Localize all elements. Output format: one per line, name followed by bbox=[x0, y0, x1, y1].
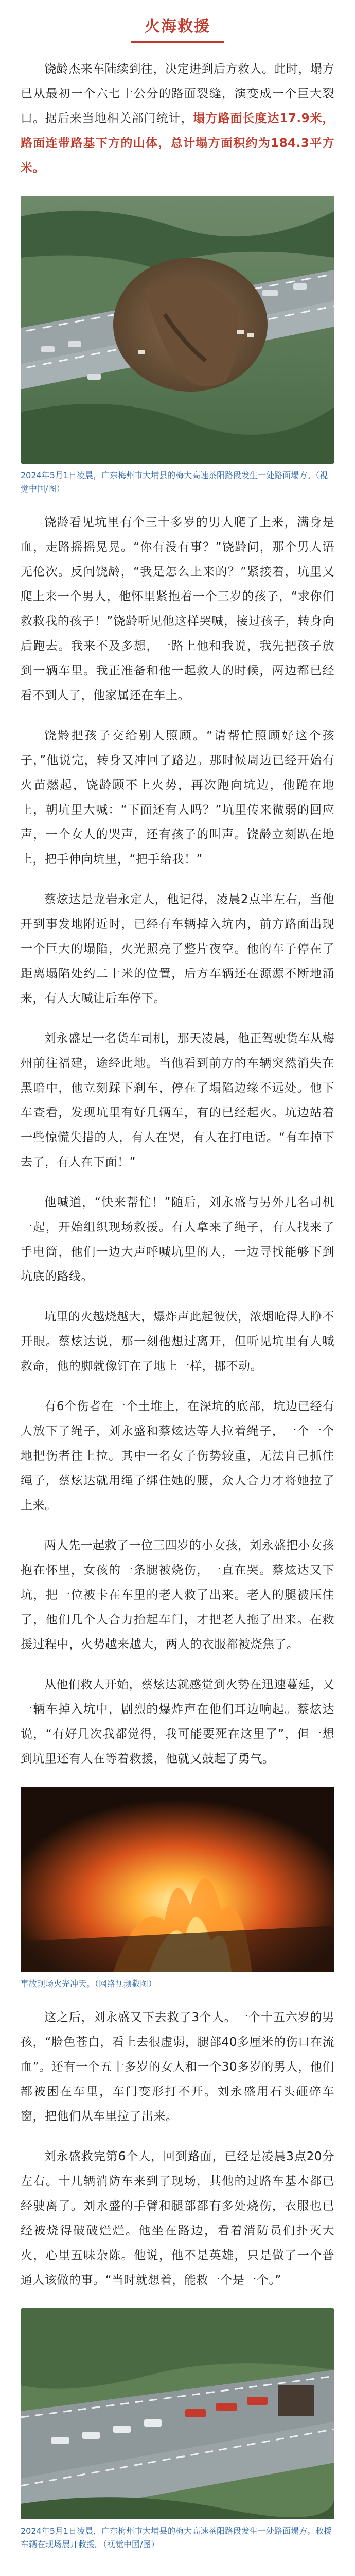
paragraph-12: 刘永盛救完第6个人，回到路面，已经是凌晨3点20分左右。十几辆消防车来到了现场，其他的过路车基本都已经驶离了。刘永盛的手臂和腿部都有多处烧伤，衣服也已经被烧得破破烂烂。他坐在路边，看着消防员们扑灭大火，心里五味杂陈。他说，他不是英雄，只是做了一个普通人该做的事。“当时就想着，能救一个是一个。” bbox=[21, 2150, 334, 2287]
figure-3 bbox=[21, 2308, 334, 2551]
paragraph-9: 两人先一起救了一位三四岁的小女孩，刘永盛把小女孩抱在怀里，女孩的一条腿被烧伤，一直在哭。蔡炫达又下坑，把一位被卡在车里的老人救了出来。老人的腿被压住了，他们几个人合力抬起车门，才把老人拖了出来。在救援过程中，火势越来越大，两人的衣服都被烧焦了。 bbox=[21, 1539, 334, 1651]
figure-2 bbox=[21, 1787, 334, 1991]
paragraph-7: 坑里的火越烧越大，爆炸声此起彼伏，浓烟呛得人睁不开眼。蔡炫达说，那一刻他想过离开，但听见坑里有人喊救命，他的脚就像钉在了地上一样，挪不动。 bbox=[21, 1310, 334, 1373]
paragraph-11: 这之后，刘永盛又下去救了3个人。一个十五六岁的男孩，“脸色苍白，看上去很虚弱，腿部40多厘米的伤口在流血”。还有一个五十多岁的女人和一个30多岁的男人，他们都被困在车里，车门变形打不开。刘永盛用石头砸碎车窗，把他们从车里拉了出来。 bbox=[21, 2011, 334, 2123]
fire-scene-photo bbox=[21, 1787, 334, 1972]
paragraph-5: 刘永盛是一名货车司机，那天凌晨，他正驾驶货车从梅州前往福建，途经此地。当他看到前方的车辆突然消失在黑暗中，他立刻踩下刹车，停在了塌陷边缘不远处。他下车查看，发现坑里有好几辆车，有的已经起火。坑边站着一些惊慌失措的人，有人在哭，有人在打电话。“有车掉下去了，有人在下面！” bbox=[21, 1032, 334, 1169]
article-body bbox=[0, 57, 355, 2551]
article-header bbox=[0, 0, 355, 57]
paragraph-1-text: 饶龄杰来车陆续到往，决定进到后方救人。此时，塌方已从最初一个六七十公分的路面裂缝，演变成一个巨大裂口。据后来当地相关部门统计， bbox=[21, 62, 334, 125]
paragraph-10: 从他们救人开始，蔡炫达就感觉到火势在迅速蔓延，又一辆车掉入坑中，剧烈的爆炸声在他们耳边响起。蔡炫达说，“有好几次我都觉得，我可能要死在这里了”，但一想到坑里还有人在等着救援，他就又鼓起了勇气。 bbox=[21, 1678, 334, 1766]
figure-2-caption: 事故现场火光冲天。（网络视频截图） bbox=[21, 1979, 157, 1989]
figure-1 bbox=[21, 196, 334, 496]
section-title: 火海救援 bbox=[131, 13, 224, 43]
paragraph-8: 有6个伤者在一个土堆上，在深坑的底部，坑边已经有人放下了绳子，刘永盛和蔡炫达等人拉着绳子，一个一个地把伤者往上拉。其中一名女子伤势较重，无法自己抓住绳子，蔡炫达就用绳子绑住她的腰，众人合力才将她拉了上来。 bbox=[21, 1400, 334, 1512]
paragraph-4: 蔡炫达是龙岩永定人，他记得，凌晨2点半左右，当他开到事发地附近时，已经有车辆掉入坑内，前方路面出现一个巨大的塌陷，火光照亮了整片夜空。他的车子停在了距离塌陷处约二十米的位置，后方车辆还在源源不断地涌来，有人大喊让后车停下。 bbox=[21, 893, 334, 1005]
paragraph-3: 饶龄把孩子交给别人照顾。“请帮忙照顾好这个孩子，”他说完，转身又冲回了路边。那时候周边已经开始有火苗燃起，饶龄顾不上火势，再次跑向坑边，他跪在地上，朝坑里大喊：“下面还有人吗？”坑里传来微弱的回应声，一个女人的哭声，还有孩子的叫声。饶龄立刻趴在地上，把手伸向坑里，“把手给我！” bbox=[21, 729, 334, 866]
paragraph-1-highlight: 塌方路面长度达17.9米，路面连带路基下方的山体，总计塌方面积约为184.3平方米。 bbox=[21, 112, 335, 175]
paragraph-6: 他喊道，“快来帮忙！”随后，刘永盛与另外几名司机一起，开始组织现场救援。有人拿来了绳子，有人找来了手电筒，他们一边大声呼喊坑里的人，一边寻找能够下到坑底的路线。 bbox=[21, 1196, 334, 1283]
figure-1-caption: 2024年5月1日凌晨，广东梅州市大埔县的梅大高速茶阳路段发生一处路面塌方。（视觉中国/图） bbox=[21, 470, 328, 494]
aerial-collapse-photo bbox=[21, 196, 334, 464]
paragraph-1 bbox=[21, 57, 334, 180]
figure-3-caption: 2024年5月1日凌晨，广东梅州市大埔县的梅大高速茶阳路段发生一处路面塌方。救援车辆在现场展开救援。（视觉中国/图） bbox=[21, 2526, 332, 2549]
paragraph-2: 饶龄看见坑里有个三十多岁的男人爬了上来，满身是血，走路摇摇晃晃。“你有没有事？”饶龄问，那个男人语无伦次。反问饶龄，“我是怎么上来的？”紧接着，坑里又爬上来一个男人，他怀里紧抱着一个三岁的孩子，“求你们救救我的孩子！”饶龄听见他这样哭喊，接过孩子，转身向后跑去。我来不及多想，一路上他和我说，我先把孩子放到一辆车里。我正准备和他一起救人的时候，两边都已经看不到人了，他家属还在车上。 bbox=[21, 516, 334, 702]
rescue-road-photo bbox=[21, 2308, 334, 2519]
